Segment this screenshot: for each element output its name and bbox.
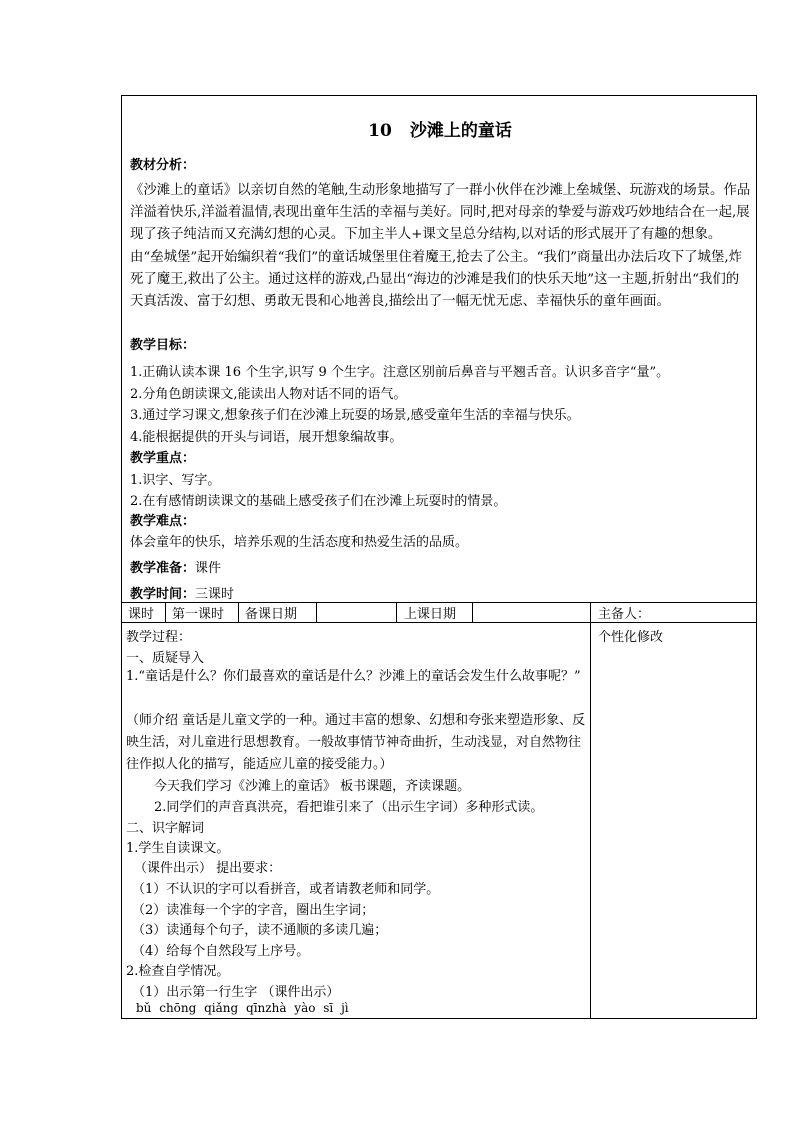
prep-date-label: 备课日期 — [245, 607, 298, 622]
show-row-text: （1）出示第一行生字 （课件出示） — [132, 985, 340, 1000]
lesson-plan-frame — [121, 95, 757, 1019]
question-text: 1.“童话是什么？你们最喜欢的童话是什么？沙滩上的童话会发生什么故事呢？” — [126, 669, 581, 684]
goal-item: 1.正确认读本课 16 个生字,识写 9 个生字。注意区别前后鼻音与平翘舌音。认识多音字“量”。 — [130, 365, 670, 380]
preparer-label: 主备人： — [598, 607, 651, 622]
goals-heading: 教学目标： — [130, 338, 196, 353]
requirement-item: （4）给每个自然段写上序号。 — [132, 944, 310, 959]
table-divider — [238, 602, 239, 622]
lesson-number: 10 — [368, 121, 392, 141]
table-divider — [472, 602, 473, 622]
requirement-item: （2）读准每一个字的字音，圈出生字词； — [132, 903, 375, 918]
preparation-heading: 教学准备： — [130, 561, 196, 576]
personal-revision-heading: 个性化修改 — [598, 630, 664, 645]
key-point-item: 2.在有感情朗读课文的基础上感受孩子们在沙滩上玩耍时的情景。 — [130, 494, 507, 509]
preparation-row — [130, 557, 221, 576]
goal-item: 3.通过学习课文,想象孩子们在沙滩上玩耍的场景,感受童年生活的幸福与快乐。 — [130, 408, 580, 423]
table-divider — [165, 602, 166, 622]
table-divider — [316, 602, 317, 622]
key-point-item: 1.识字、写字。 — [130, 473, 221, 488]
teacher-intro: （师介绍 童话是儿童文学的一种。通过丰富的想象、幻想和夸张来塑造形象、反映生活，对儿童进行思想教育。一般故事情节神奇曲折，生动浅显，对自然物往往作拟人化的描写，能适应儿童的接受能力。） — [126, 713, 586, 772]
today-text: 今天我们学习《沙滩上的童话》 板书课题，齐读课题。 — [154, 779, 471, 794]
goal-item: 4.能根据提供的开头与词语，展开想象编故事。 — [130, 430, 403, 445]
time-value: 三课时 — [195, 587, 235, 602]
voice-text: 2.同学们的声音真洪亮，看把谁引来了（出示生字词）多种形式读。 — [154, 800, 544, 815]
class-date-label: 上课日期 — [404, 607, 457, 622]
time-row — [130, 583, 234, 602]
courseware-text: （课件出示） 提出要求： — [134, 861, 282, 876]
section-heading: 一、质疑导入 — [126, 651, 205, 666]
lesson-title: 沙滩上的童话 — [409, 121, 512, 141]
page-title — [122, 116, 758, 141]
requirement-item: （3）读通每个句子，读不通顺的多读几遍； — [132, 923, 388, 938]
self-read-text: 1.学生自读课文。 — [126, 841, 230, 856]
process-heading: 教学过程： — [126, 630, 192, 645]
analysis-heading: 教材分析： — [130, 158, 196, 173]
difficulties-heading: 教学难点： — [130, 514, 196, 529]
time-heading: 教学时间： — [130, 587, 196, 602]
requirement-item: （1）不认识的字可以看拼音，或者请教老师和同学。 — [132, 882, 440, 897]
key-points-heading: 教学重点： — [130, 451, 196, 466]
section-heading: 二、识字解词 — [126, 821, 205, 836]
pinyin-row: bǔ chōng qiǎng qīnzhà yào sī jì — [136, 1001, 349, 1015]
lesson-label: 课时 — [128, 607, 155, 622]
goal-item: 2.分角色朗读课文,能读出人物对话不同的语气。 — [130, 387, 407, 402]
preparation-value: 课件 — [195, 561, 222, 576]
lesson-value: 第一课时 — [172, 607, 225, 622]
difficulties-text: 体会童年的快乐，培养乐观的生活态度和热爱生活的品质。 — [130, 535, 469, 550]
analysis-text: 《沙滩上的童话》以亲切自然的笔触,生动形象地描写了一群小伙伴在沙滩上垒城堡、玩游戏的场景。作品洋溢着快乐,洋溢着温情,表现出童年生活的幸福与美好。同时,把对母亲的挚爱与游戏巧妙地结合在一起,展现了孩子纯洁而又充满幻想的心灵。下加主半人+课文呈总分结构,以对话的形式展开了有趣的想象。由“垒城堡”起开始编织着“我们”的童话城堡里住着魔王,抢去了公主。“我们”商量出办法后攻下了城堡,炸死了魔王,救出了公主。通过这样的游戏,凸显出“海边的沙滩是我们的快乐天地”这一主题,折射出“我们的天真活泼、富于幻想、勇敢无畏和心地善良,描绘出了一幅无忧无虑、幸福快乐的童年画面。 — [130, 183, 751, 310]
check-text: 2.检查自学情况。 — [126, 964, 230, 979]
table-divider — [396, 602, 397, 622]
table-divider — [122, 622, 756, 623]
